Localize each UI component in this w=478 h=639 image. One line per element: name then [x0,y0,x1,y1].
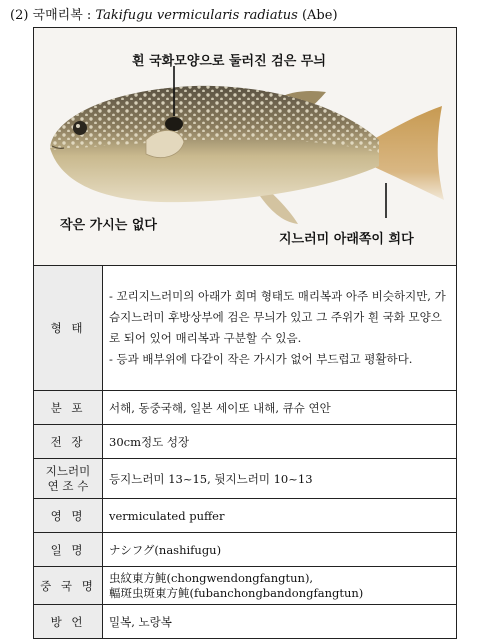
fish-photo [33,27,457,266]
row-label: 영 명 [34,499,103,533]
heading-author: (Abe) [297,8,338,23]
table-row [34,459,457,499]
row-value: 虫紋東方魨(chongwendongfangtun), 輻斑虫斑東方魨(fubanchongbandongfangtun) [103,567,457,605]
row-label: 지느러미 연 조 수 [34,459,103,499]
row-value: ナシフグ(nashifugu) [103,533,457,567]
tail-fin [372,106,444,200]
annotation-spots: 흰 국화모양으로 둘러진 검은 무늬 [132,54,326,69]
table-row [34,391,457,425]
table-row [34,533,457,567]
row-label: 분 포 [34,391,103,425]
morphology-item: - 등과 배부위에 다같이 작은 가시가 없어 부드럽고 평활하다. [109,352,413,366]
table-row [34,425,457,459]
row-value: 등지느러미 13~15, 뒷지느러미 10~13 [103,459,457,499]
table-row [34,499,457,533]
fish-eye [73,121,87,135]
row-label: 형 태 [34,266,103,391]
table-row [34,266,457,391]
row-value: 밀복, 노랑복 [103,605,457,639]
species-info-table [33,265,457,639]
section-heading [10,4,338,23]
morphology-item: - 꼬리지느러미의 아래가 희며 형태도 매리복과 아주 비슷하지만, 가슴지느러미 후방상부에 검은 무늬가 있고 그 주위가 흰 국화 모양으로 되어 있어 매리복과 구분할 수 있음. [109,289,446,345]
row-label: 일 명 [34,533,103,567]
row-label: 중 국 명 [34,567,103,605]
row-value: 서해, 동중국해, 일본 세이또 내해, 큐슈 연안 [103,391,457,425]
scientific-name: Takifugu vermicularis radiatus [95,8,298,23]
heading-prefix: (2) 국매리복 : [10,8,96,23]
annotation-no-spines: 작은 가시는 없다 [60,218,157,233]
dark-spot [165,117,183,131]
table-row [34,567,457,605]
annotation-tail: 지느러미 아래쪽이 희다 [279,232,414,247]
row-value: vermiculated puffer [103,499,457,533]
row-value: 30cm정도 성장 [103,425,457,459]
row-label: 방 언 [34,605,103,639]
row-label: 전 장 [34,425,103,459]
row-value [103,266,457,391]
table-row [34,605,457,639]
